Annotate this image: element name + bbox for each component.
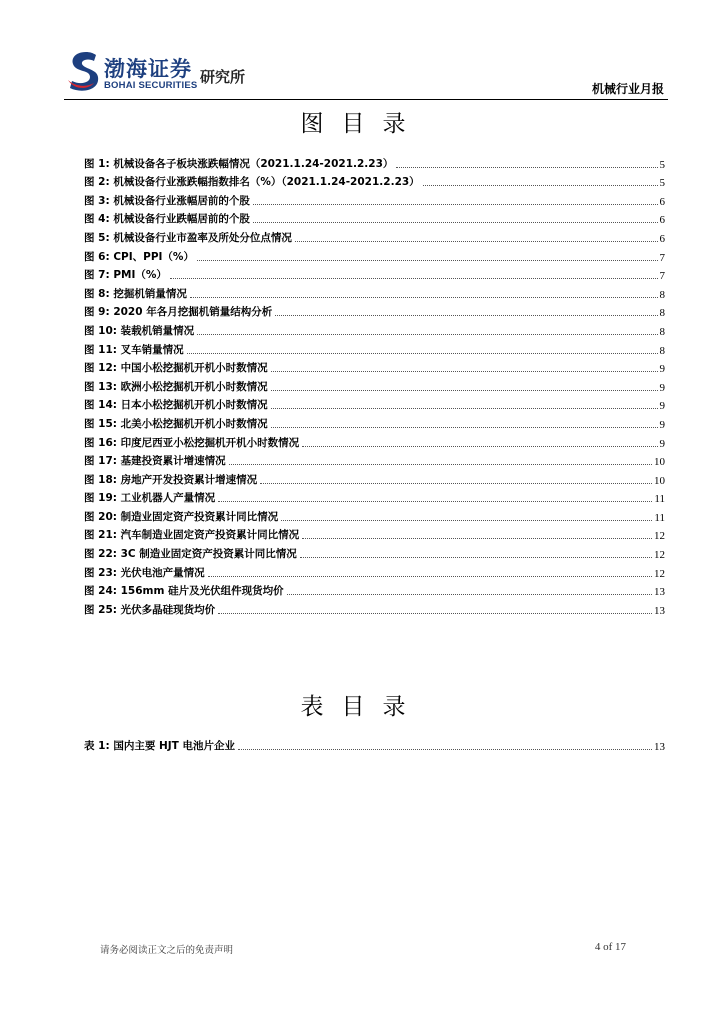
toc-entry-page: 7 <box>659 251 665 264</box>
toc-entry-label: 图 20: 制造业固定资产投资累计同比情况 <box>84 510 279 523</box>
toc-leader-dots <box>170 277 658 279</box>
toc-leader-dots <box>238 748 652 750</box>
toc-leader-dots <box>302 445 657 447</box>
toc-entry-page: 13 <box>654 740 665 753</box>
brand-name-cn: 渤海证券 <box>104 57 192 81</box>
toc-entry[interactable] <box>84 394 665 413</box>
toc-leader-dots <box>260 482 652 484</box>
toc-leader-dots <box>423 184 658 186</box>
toc-entry[interactable] <box>84 171 665 190</box>
toc-entry[interactable] <box>84 282 665 301</box>
toc-entry-label: 图 6: CPI、PPI（%） <box>84 250 194 263</box>
toc-entry[interactable] <box>84 580 665 599</box>
toc-entry-label: 图 22: 3C 制造业固定资产投资累计同比情况 <box>84 548 297 561</box>
toc-entry-label: 图 1: 机械设备各子板块涨跌幅情况（2021.1.24-2021.2.23） <box>84 157 394 170</box>
toc-entry-page: 6 <box>659 232 665 245</box>
toc-entry-page: 6 <box>659 195 665 208</box>
toc-leader-dots <box>253 221 658 223</box>
toc-entry-label: 图 17: 基建投资累计增速情况 <box>84 455 226 468</box>
toc-entry[interactable] <box>84 412 665 431</box>
toc-leader-dots <box>208 575 652 577</box>
toc-entry[interactable] <box>84 319 665 338</box>
toc-leader-dots <box>229 463 652 465</box>
table-toc-list <box>84 734 665 753</box>
footer-page-number: 4 of 17 <box>594 941 626 953</box>
table-toc-title: 表目录 <box>300 694 424 720</box>
toc-entry-label: 图 9: 2020 年各月挖掘机销量结构分析 <box>84 306 273 319</box>
toc-entry[interactable] <box>84 301 665 320</box>
institute-label: 研究所 <box>200 68 246 86</box>
toc-entry-label: 图 13: 欧洲小松挖掘机开机小时数情况 <box>84 380 268 393</box>
toc-entry-label: 图 23: 光伏电池产量情况 <box>84 566 205 579</box>
toc-entry-label: 图 2: 机械设备行业涨跌幅指数排名（%）（2021.1.24-2021.2.23） <box>84 176 420 189</box>
report-type-label: 机械行业月报 <box>591 82 664 96</box>
toc-entry-label: 图 11: 叉车销量情况 <box>84 343 184 356</box>
toc-entry-page: 8 <box>659 344 665 357</box>
toc-entry[interactable] <box>84 468 665 487</box>
toc-entry-label: 图 16: 印度尼西亚小松挖掘机开机小时数情况 <box>84 436 300 449</box>
toc-entry-page: 12 <box>654 530 665 543</box>
toc-leader-dots <box>218 500 652 502</box>
toc-entry[interactable] <box>84 450 665 469</box>
toc-entry-label: 图 3: 机械设备行业涨幅居前的个股 <box>84 194 250 207</box>
toc-leader-dots <box>396 166 657 168</box>
footer-disclaimer: 请务必阅读正文之后的免责声明 <box>100 945 234 956</box>
toc-entry-page: 13 <box>654 586 665 599</box>
toc-entry-page: 10 <box>654 456 665 469</box>
toc-entry-page: 9 <box>659 418 665 431</box>
bohai-logo-icon <box>64 50 104 96</box>
toc-leader-dots <box>197 259 658 261</box>
toc-leader-dots <box>302 537 652 539</box>
toc-leader-dots <box>218 612 652 614</box>
toc-leader-dots <box>300 556 652 558</box>
toc-leader-dots <box>271 407 658 409</box>
toc-entry[interactable] <box>84 561 665 580</box>
toc-entry-page: 8 <box>659 325 665 338</box>
toc-entry-label: 图 24: 156mm 硅片及光伏组件现货均价 <box>84 585 284 598</box>
toc-entry-page: 7 <box>659 270 665 283</box>
toc-entry-page: 12 <box>654 549 665 562</box>
toc-entry-label: 图 18: 房地产开发投资累计增速情况 <box>84 473 258 486</box>
toc-entry-page: 8 <box>659 307 665 320</box>
toc-entry[interactable] <box>84 734 665 753</box>
toc-entry-label: 图 25: 光伏多晶硅现货均价 <box>84 603 216 616</box>
toc-entry-page: 10 <box>654 474 665 487</box>
toc-entry[interactable] <box>84 431 665 450</box>
header-divider <box>64 99 668 100</box>
toc-entry[interactable] <box>84 338 665 357</box>
toc-entry-page: 11 <box>654 493 665 506</box>
toc-entry[interactable] <box>84 375 665 394</box>
toc-entry[interactable] <box>84 226 665 245</box>
toc-entry-label: 图 19: 工业机器人产量情况 <box>84 492 216 505</box>
toc-leader-dots <box>271 370 658 372</box>
toc-leader-dots <box>253 203 658 205</box>
toc-entry-page: 9 <box>659 400 665 413</box>
toc-leader-dots <box>187 352 658 354</box>
toc-entry[interactable] <box>84 245 665 264</box>
toc-entry-label: 图 10: 装载机销量情况 <box>84 324 195 337</box>
toc-entry-page: 9 <box>659 437 665 450</box>
toc-leader-dots <box>275 314 657 316</box>
figure-toc-title: 图目录 <box>300 111 424 137</box>
toc-entry-page: 5 <box>659 177 665 190</box>
toc-entry-label: 图 7: PMI（%） <box>84 269 167 282</box>
toc-leader-dots <box>271 426 658 428</box>
toc-entry-page: 11 <box>654 511 665 524</box>
toc-leader-dots <box>197 333 657 335</box>
toc-entry-page: 9 <box>659 363 665 376</box>
toc-entry[interactable] <box>84 152 665 171</box>
toc-entry-page: 5 <box>659 158 665 171</box>
toc-entry-page: 8 <box>659 288 665 301</box>
brand-name-en: BOHAI SECURITIES <box>104 80 198 91</box>
toc-entry-label: 图 14: 日本小松挖掘机开机小时数情况 <box>84 399 268 412</box>
figure-toc-list <box>84 152 665 617</box>
toc-entry[interactable] <box>84 487 665 506</box>
toc-entry[interactable] <box>84 542 665 561</box>
toc-entry-label: 表 1: 国内主要 HJT 电池片企业 <box>84 739 235 752</box>
toc-leader-dots <box>287 593 652 595</box>
toc-entry[interactable] <box>84 189 665 208</box>
toc-entry-page: 6 <box>659 214 665 227</box>
toc-leader-dots <box>281 519 652 521</box>
toc-entry-label: 图 12: 中国小松挖掘机开机小时数情况 <box>84 362 268 375</box>
toc-entry[interactable] <box>84 524 665 543</box>
toc-entry-page: 12 <box>654 567 665 580</box>
toc-entry-label: 图 5: 机械设备行业市盈率及所处分位点情况 <box>84 231 292 244</box>
toc-leader-dots <box>271 389 658 391</box>
toc-entry-page: 9 <box>659 381 665 394</box>
toc-entry-page: 13 <box>654 604 665 617</box>
toc-leader-dots <box>190 296 658 298</box>
company-logo <box>64 50 264 96</box>
toc-entry-label: 图 15: 北美小松挖掘机开机小时数情况 <box>84 417 268 430</box>
toc-entry[interactable] <box>84 208 665 227</box>
toc-leader-dots <box>295 240 658 242</box>
toc-entry[interactable] <box>84 598 665 617</box>
toc-entry[interactable] <box>84 505 665 524</box>
toc-entry[interactable] <box>84 264 665 283</box>
toc-entry-label: 图 21: 汽车制造业固定资产投资累计同比情况 <box>84 529 300 542</box>
toc-entry[interactable] <box>84 357 665 376</box>
toc-entry-label: 图 4: 机械设备行业跌幅居前的个股 <box>84 213 250 226</box>
toc-entry-label: 图 8: 挖掘机销量情况 <box>84 287 187 300</box>
